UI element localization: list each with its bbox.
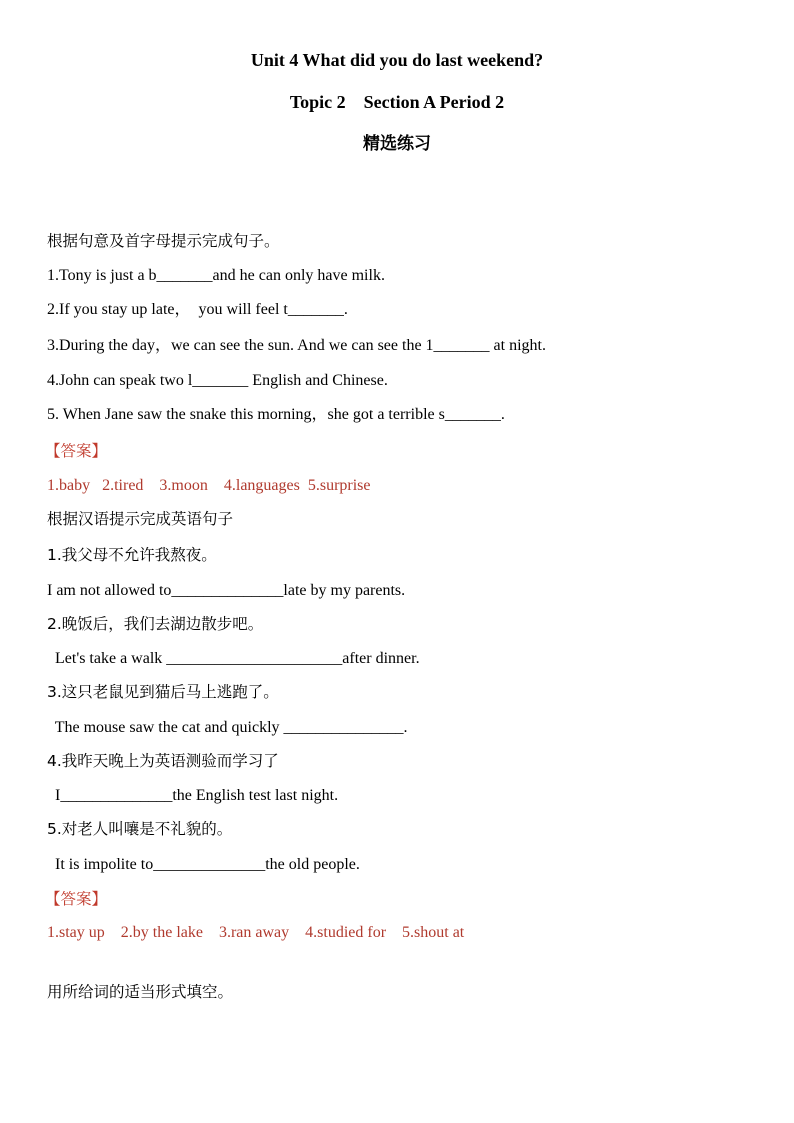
exercise-item: 1.Tony is just a b_______and he can only have milk.: [47, 267, 385, 284]
exercise-sentence-en: I______________the English test last night.: [47, 787, 339, 804]
page-heading: 精选练习: [363, 134, 431, 154]
exercise-item: 3.During the day，we can see the sun. And we can see the 1_______ at night.: [47, 337, 546, 354]
page-title: Unit 4 What did you do last weekend?: [250, 50, 544, 70]
exercise-sentence-en: I am not allowed to______________late by my parents.: [47, 582, 406, 599]
instruction-part2: 根据汉语提示完成英语句子: [47, 510, 234, 528]
answer-text: 1.stay up 2.by the lake 3.ran away 4.studied for 5.shout at: [47, 924, 465, 941]
exercise-sentence-en: The mouse saw the cat and quickly _______________.: [47, 719, 408, 736]
page-subtitle: Topic 2 Section A Period 2: [289, 92, 505, 112]
answer-label: 【答案】: [45, 890, 108, 908]
exercise-prompt-cn: 3.这只老鼠见到猫后马上逃跑了。: [47, 683, 279, 701]
answer-text: 1.baby 2.tired 3.moon 4.languages 5.surprise: [47, 477, 371, 494]
instruction-part3: 用所给词的适当形式填空。: [47, 983, 234, 1001]
exercise-item: 5. When Jane saw the snake this morning，she got a terrible s_______.: [47, 406, 505, 423]
instruction-part1: 根据句意及首字母提示完成句子。: [47, 232, 280, 250]
exercise-sentence-en: Let's take a walk ______________________after dinner.: [47, 650, 420, 667]
exercise-prompt-cn: 1.我父母不允许我熬夜。: [47, 546, 217, 564]
exercise-sentence-en: It is impolite to______________the old people.: [47, 856, 360, 873]
exercise-prompt-cn: 2.晚饭后，我们去湖边散步吧。: [47, 615, 264, 633]
exercise-prompt-cn: 4.我昨天晚上为英语测验而学习了: [47, 752, 279, 770]
answer-label: 【答案】: [45, 442, 108, 460]
exercise-prompt-cn: 5.对老人叫嚷是不礼貌的。: [47, 820, 233, 838]
exercise-item: 2.If you stay up late， you will feel t_______.: [47, 301, 348, 318]
exercise-item: 4.John can speak two l_______ English and Chinese.: [47, 372, 388, 389]
